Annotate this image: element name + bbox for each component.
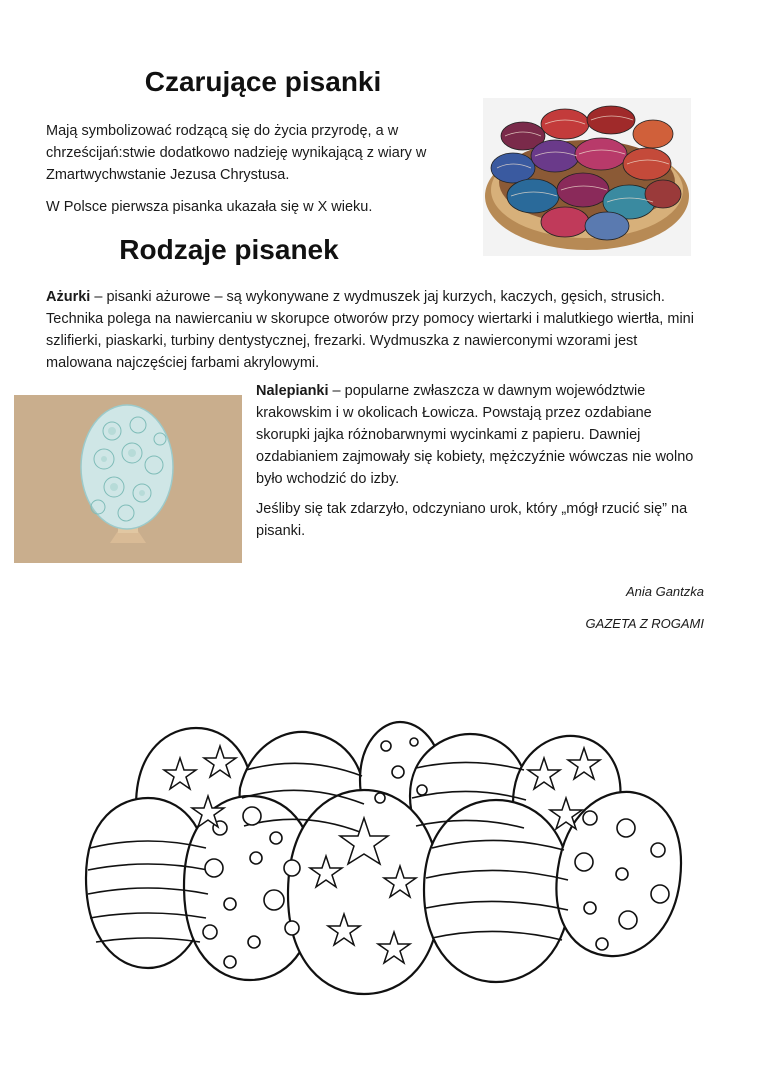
intro-paragraph-2: W Polsce pierwsza pisanka ukazała się w X wieku. <box>46 199 373 215</box>
nalepianki-term: Nalepianki <box>256 383 329 399</box>
azurki-text: – pisanki ażurowe – są wykonywane z wydmuszek jaj kurzych, kaczych, gęsich, strusich. Technika polega na nawiercaniu w skorupce otworów przy pomocy wiertarki i malutkiego wiertła, mini szlifierki, piaskarki, turbiny dentystycznej, frezarki. Wydmuszka z nawierconymi wzorami jest malowana najczęściej farbami akrylowymi. <box>46 289 694 371</box>
section-title-types: Rodzaje pisanek <box>119 234 339 265</box>
nalepianki-paragraph <box>256 380 708 490</box>
closing-paragraph: Jeśliby się tak zdarzyło, odczyniano urok, który „mógł rzucić się” na pisanki. <box>256 501 688 539</box>
azurki-term: Ażurki <box>46 289 91 305</box>
publication-name: GAZETA Z ROGAMI <box>585 616 704 631</box>
basket-of-eggs-photo <box>483 98 691 256</box>
easter-eggs-coloring-illustration <box>80 718 692 1018</box>
openwork-egg-photo <box>14 395 242 563</box>
author-signature: Ania Gantzka <box>625 584 704 599</box>
azurki-paragraph <box>46 286 706 374</box>
article-title: Czarujące pisanki <box>144 66 382 97</box>
nalepianki-text: – popularne zwłaszcza w dawnym województwie krakowskim i w okolicach Łowicza. Powstają przez ozdabiane skorupki jajka różnobarwnymi wycinkami z papieru. Dawniej ozdabianiem zajmowały się kobiety, mężczyźnie wówczas nie wolno było wchodzić do izby. <box>256 383 694 487</box>
intro-paragraph-1: Mają symbolizować rodzącą się do życia przyrodę, a w chrześcijań:stwie dodatkowo nadzieję wynikającą z wiary w Zmartwychwstanie Jezusa Chrystusa. <box>46 123 427 183</box>
